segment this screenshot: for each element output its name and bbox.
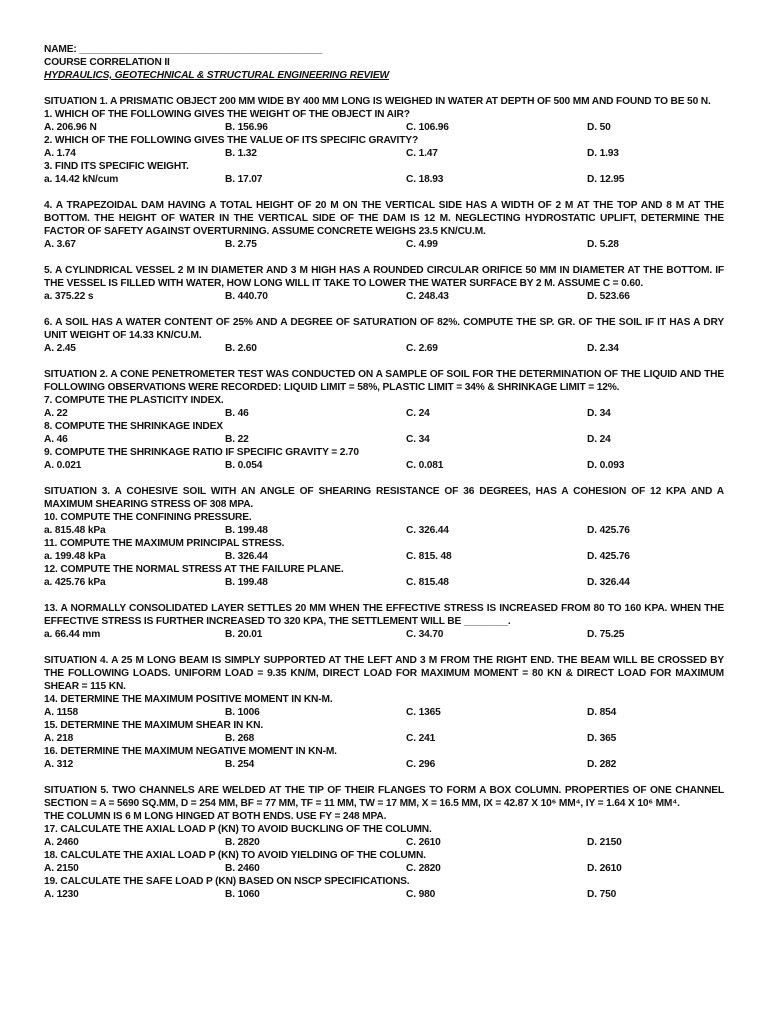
choice-c: C. 241	[406, 733, 436, 744]
question-18-choices	[44, 862, 724, 875]
choice-c: C. 2820	[406, 863, 441, 874]
choice-a: a. 199.48 kPa	[44, 551, 106, 562]
situation-5-note: THE COLUMN IS 6 M LONG HINGED AT BOTH ENDS. USE FY = 248 MPA.	[44, 811, 387, 822]
choice-d: D. 2150	[587, 837, 622, 848]
question-12-choices	[44, 576, 724, 589]
choice-b: B. 1060	[225, 889, 260, 900]
choice-b: B. 46	[225, 408, 249, 419]
choice-c: C. 24	[406, 408, 430, 419]
question-8-choices	[44, 433, 724, 446]
question-3: 3. FIND ITS SPECIFIC WEIGHT.	[44, 161, 189, 172]
choice-b: B. 2820	[225, 837, 260, 848]
choice-b: B. 1006	[225, 707, 260, 718]
choice-c: C. 1365	[406, 707, 441, 718]
choice-c: C. 34.70	[406, 629, 444, 640]
choice-d: D. 425.76	[587, 551, 630, 562]
situation-2-intro: SITUATION 2. A CONE PENETROMETER TEST WAS CONDUCTED ON A SAMPLE OF SOIL FOR THE DETERMINATION OF THE LIQUID AND THE FOLLOWING OBSERVATIONS WERE RECORDED: LIQUID LIMIT = 58%, PLASTIC LIMIT = 34% & SHRINKAGE LIMIT = 12%.	[44, 369, 724, 393]
question-13: 13. A NORMALLY CONSOLIDATED LAYER SETTLES 20 MM WHEN THE EFFECTIVE STRESS IS INCREASED FROM 80 TO 160 KPA. WHEN THE EFFECTIVE STRESS IS FURTHER INCREASED TO 320 KPA, THE SETTLEMENT WILL BE ________.	[44, 603, 724, 627]
choice-b: B. 268	[225, 733, 255, 744]
choice-a: A. 46	[44, 434, 68, 445]
question-14-choices	[44, 706, 724, 719]
situation-5-intro: SITUATION 5. TWO CHANNELS ARE WELDED AT THE TIP OF THEIR FLANGES TO FORM A BOX COLUMN. PROPERTIES OF ONE CHANNEL SECTION = A = 5690 SQ.MM, D = 254 MM, BF = 77 MM, TF = 11 MM, TW = 17 MM, X = 16.5 MM, IX = 42.87 X 10⁶ MM⁴, IY = 1.64 X 10⁶ MM⁴.	[44, 785, 724, 809]
choice-d: D. 0.093	[587, 460, 625, 471]
question-8: 8. COMPUTE THE SHRINKAGE INDEX	[44, 421, 223, 432]
choice-b: B. 22	[225, 434, 249, 445]
choice-a: A. 1158	[44, 707, 79, 718]
choice-b: B. 156.96	[225, 122, 268, 133]
choice-d: D. 24	[587, 434, 611, 445]
question-16-choices	[44, 758, 724, 771]
situation-3-intro: SITUATION 3. A COHESIVE SOIL WITH AN ANGLE OF SHEARING RESISTANCE OF 36 DEGREES, HAS A COHESION OF 12 KPA AND A MAXIMUM SHEARING STRESS OF 308 MPA.	[44, 486, 724, 510]
choice-d: D. 425.76	[587, 525, 630, 536]
choice-b: B. 199.48	[225, 525, 268, 536]
question-9: 9. COMPUTE THE SHRINKAGE RATIO IF SPECIFIC GRAVITY = 2.70	[44, 447, 359, 458]
question-17-choices	[44, 836, 724, 849]
choice-d: D. 75.25	[587, 629, 625, 640]
choice-b: B. 254	[225, 759, 255, 770]
choice-a: A. 1.74	[44, 148, 76, 159]
choice-b: B. 0.054	[225, 460, 263, 471]
question-12: 12. COMPUTE THE NORMAL STRESS AT THE FAILURE PLANE.	[44, 564, 344, 575]
question-10-choices	[44, 524, 724, 537]
question-5-choices	[44, 290, 724, 303]
question-18: 18. CALCULATE THE AXIAL LOAD P (KN) TO AVOID YIELDING OF THE COLUMN.	[44, 850, 426, 861]
choice-a: A. 1230	[44, 889, 79, 900]
choice-b: B. 1.32	[225, 148, 257, 159]
choice-a: A. 218	[44, 733, 74, 744]
question-17: 17. CALCULATE THE AXIAL LOAD P (KN) TO AVOID BUCKLING OF THE COLUMN.	[44, 824, 432, 835]
choice-b: B. 326.44	[225, 551, 268, 562]
choice-c: C. 326.44	[406, 525, 449, 536]
choice-d: D. 854	[587, 707, 617, 718]
question-5: 5. A CYLINDRICAL VESSEL 2 M IN DIAMETER AND 3 M HIGH HAS A ROUNDED CIRCULAR ORIFICE 50 MM IN DIAMETER AT THE BOTTOM. IF THE VESSEL IS FILLED WITH WATER, HOW LONG WILL IT TAKE TO LOWER THE WATER SURFACE BY 2 M. ASSUME C = 0.60.	[44, 265, 724, 289]
choice-a: A. 2150	[44, 863, 79, 874]
choice-c: C. 296	[406, 759, 436, 770]
question-6: 6. A SOIL HAS A WATER CONTENT OF 25% AND A DEGREE OF SATURATION OF 82%. COMPUTE THE SP. GR. OF THE SOIL IF IT HAS A DRY UNIT WEIGHT OF 14.33 KN/CU.M.	[44, 317, 724, 341]
situation-1-intro: SITUATION 1. A PRISMATIC OBJECT 200 MM WIDE BY 400 MM LONG IS WEIGHED IN WATER AT DEPTH OF 500 MM AND FOUND TO BE 50 N.	[44, 96, 711, 107]
choice-b: B. 17.07	[225, 174, 263, 185]
choice-d: D. 1.93	[587, 148, 619, 159]
question-19: 19. CALCULATE THE SAFE LOAD P (KN) BASED ON NSCP SPECIFICATIONS.	[44, 876, 410, 887]
choice-d: D. 326.44	[587, 577, 630, 588]
question-19-choices	[44, 888, 724, 901]
question-11: 11. COMPUTE THE MAXIMUM PRINCIPAL STRESS.	[44, 538, 285, 549]
choice-c: C. 18.93	[406, 174, 444, 185]
choice-c: C. 106.96	[406, 122, 449, 133]
question-15-choices	[44, 732, 724, 745]
question-9-choices	[44, 459, 724, 472]
choice-c: C. 980	[406, 889, 436, 900]
choice-d: D. 34	[587, 408, 611, 419]
choice-a: A. 312	[44, 759, 74, 770]
choice-c: C. 2610	[406, 837, 441, 848]
choice-d: D. 750	[587, 889, 617, 900]
choice-d: D. 2.34	[587, 343, 619, 354]
review-subtitle: HYDRAULICS, GEOTECHNICAL & STRUCTURAL ENGINEERING REVIEW	[44, 70, 389, 81]
choice-a: A. 2460	[44, 837, 79, 848]
question-11-choices	[44, 550, 724, 563]
question-7-choices	[44, 407, 724, 420]
choice-b: B. 199.48	[225, 577, 268, 588]
choice-c: C. 2.69	[406, 343, 438, 354]
choice-d: D. 282	[587, 759, 617, 770]
choice-d: D. 523.66	[587, 291, 630, 302]
choice-a: a. 425.76 kPa	[44, 577, 106, 588]
choice-d: D. 5.28	[587, 239, 619, 250]
choice-a: A. 3.67	[44, 239, 76, 250]
question-7: 7. COMPUTE THE PLASTICITY INDEX.	[44, 395, 224, 406]
question-16: 16. DETERMINE THE MAXIMUM NEGATIVE MOMENT IN KN-M.	[44, 746, 337, 757]
question-6-choices	[44, 342, 724, 355]
choice-a: A. 2.45	[44, 343, 76, 354]
course-title: COURSE CORRELATION II	[44, 57, 170, 68]
question-2-choices	[44, 147, 724, 160]
choice-d: D. 12.95	[587, 174, 625, 185]
choice-a: A. 22	[44, 408, 68, 419]
choice-b: B. 2.60	[225, 343, 257, 354]
name-field-label: NAME: ____________________________________________	[44, 44, 323, 55]
question-2: 2. WHICH OF THE FOLLOWING GIVES THE VALUE OF ITS SPECIFIC GRAVITY?	[44, 135, 419, 146]
choice-b: B. 20.01	[225, 629, 263, 640]
choice-d: D. 50	[587, 122, 611, 133]
question-3-choices	[44, 173, 724, 186]
choice-a: a. 66.44 mm	[44, 629, 101, 640]
question-1-choices	[44, 121, 724, 134]
choice-a: a. 375.22 s	[44, 291, 94, 302]
choice-c: C. 815. 48	[406, 551, 452, 562]
choice-a: A. 206.96 N	[44, 122, 97, 133]
choice-a: a. 815.48 kPa	[44, 525, 106, 536]
choice-a: a. 14.42 kN/cum	[44, 174, 119, 185]
choice-c: C. 815.48	[406, 577, 449, 588]
question-15: 15. DETERMINE THE MAXIMUM SHEAR IN KN.	[44, 720, 264, 731]
question-1: 1. WHICH OF THE FOLLOWING GIVES THE WEIGHT OF THE OBJECT IN AIR?	[44, 109, 410, 120]
question-10: 10. COMPUTE THE CONFINING PRESSURE.	[44, 512, 252, 523]
choice-d: D. 365	[587, 733, 617, 744]
question-4-choices	[44, 238, 724, 251]
question-13-choices	[44, 628, 724, 641]
question-14: 14. DETERMINE THE MAXIMUM POSITIVE MOMENT IN KN-M.	[44, 694, 333, 705]
choice-c: C. 1.47	[406, 148, 438, 159]
choice-c: C. 4.99	[406, 239, 438, 250]
choice-c: C. 0.081	[406, 460, 444, 471]
choice-b: B. 2460	[225, 863, 260, 874]
choice-b: B. 2.75	[225, 239, 257, 250]
question-4: 4. A TRAPEZOIDAL DAM HAVING A TOTAL HEIGHT OF 20 M ON THE VERTICAL SIDE HAS A WIDTH OF 2 M AT THE TOP AND 8 M AT THE BOTTOM. THE HEIGHT OF WATER IN THE VERTICAL SIDE OF THE DAM IS 12 M. NEGLECTING HYDROSTATIC UPLIFT, DETERMINE THE FACTOR OF SAFETY AGAINST OVERTURNING. ASSUME CONCRETE WEIGHS 23.5 KN/CU.M.	[44, 200, 724, 237]
choice-c: C. 34	[406, 434, 430, 445]
choice-b: B. 440.70	[225, 291, 268, 302]
choice-c: C. 248.43	[406, 291, 449, 302]
choice-a: A. 0.021	[44, 460, 82, 471]
situation-4-intro: SITUATION 4. A 25 M LONG BEAM IS SIMPLY SUPPORTED AT THE LEFT AND 3 M FROM THE RIGHT END. THE BEAM WILL BE CROSSED BY THE FOLLOWING LOADS. UNIFORM LOAD = 9.35 KN/M, DIRECT LOAD FOR MAXIMUM MOMENT = 80 KN & DIRECT LOAD FOR MAXIMUM SHEAR = 115 KN.	[44, 655, 724, 692]
choice-d: D. 2610	[587, 863, 622, 874]
